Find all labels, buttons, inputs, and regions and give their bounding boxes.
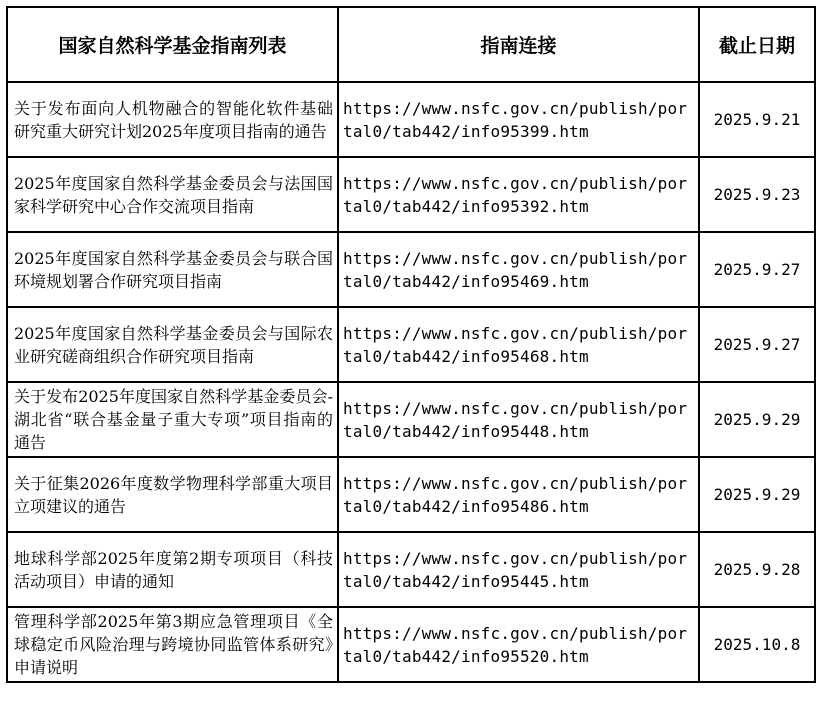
header-link: 指南连接 [338,7,699,82]
guide-title: 2025年度国家自然科学基金委员会与法国国家科学研究中心合作交流项目指南 [7,157,338,232]
guide-title: 关于征集2026年度数学物理科学部重大项目立项建议的通告 [7,457,338,532]
guide-title: 关于发布面向人机物融合的智能化软件基础研究重大研究计划2025年度项目指南的通告 [7,82,338,157]
guide-link[interactable]: https://www.nsfc.gov.cn/publish/portal0/tab442/info95399.htm [338,82,699,157]
table-row [7,532,815,607]
deadline-date: 2025.9.28 [699,532,815,607]
header-deadline: 截止日期 [699,7,815,82]
guide-link[interactable]: https://www.nsfc.gov.cn/publish/portal0/tab442/info95448.htm [338,382,699,457]
guide-title: 地球科学部2025年度第2期专项项目（科技活动项目）申请的通知 [7,532,338,607]
guide-title: 关于发布2025年度国家自然科学基金委员会-湖北省“联合基金量子重大专项”项目指南的通告 [7,382,338,457]
deadline-date: 2025.9.23 [699,157,815,232]
guide-link[interactable]: https://www.nsfc.gov.cn/publish/portal0/tab442/info95486.htm [338,457,699,532]
table-row [7,232,815,307]
deadline-date: 2025.10.8 [699,607,815,682]
deadline-date: 2025.9.29 [699,457,815,532]
guide-table [6,6,816,683]
deadline-date: 2025.9.27 [699,307,815,382]
guide-title: 2025年度国家自然科学基金委员会与国际农业研究磋商组织合作研究项目指南 [7,307,338,382]
table-row [7,307,815,382]
guide-link[interactable]: https://www.nsfc.gov.cn/publish/portal0/tab442/info95468.htm [338,307,699,382]
guide-link[interactable]: https://www.nsfc.gov.cn/publish/portal0/tab442/info95469.htm [338,232,699,307]
guide-link[interactable]: https://www.nsfc.gov.cn/publish/portal0/tab442/info95392.htm [338,157,699,232]
header-row [7,7,815,82]
deadline-date: 2025.9.29 [699,382,815,457]
guide-title: 2025年度国家自然科学基金委员会与联合国环境规划署合作研究项目指南 [7,232,338,307]
table-row [7,457,815,532]
table-row [7,157,815,232]
guide-title: 管理科学部2025年第3期应急管理项目《全球稳定币风险治理与跨境协同监管体系研究》申请说明 [7,607,338,682]
table-row [7,382,815,457]
deadline-date: 2025.9.21 [699,82,815,157]
guide-link[interactable]: https://www.nsfc.gov.cn/publish/portal0/tab442/info95445.htm [338,532,699,607]
header-list: 国家自然科学基金指南列表 [7,7,338,82]
table-row [7,82,815,157]
table-row [7,607,815,682]
deadline-date: 2025.9.27 [699,232,815,307]
guide-link[interactable]: https://www.nsfc.gov.cn/publish/portal0/tab442/info95520.htm [338,607,699,682]
